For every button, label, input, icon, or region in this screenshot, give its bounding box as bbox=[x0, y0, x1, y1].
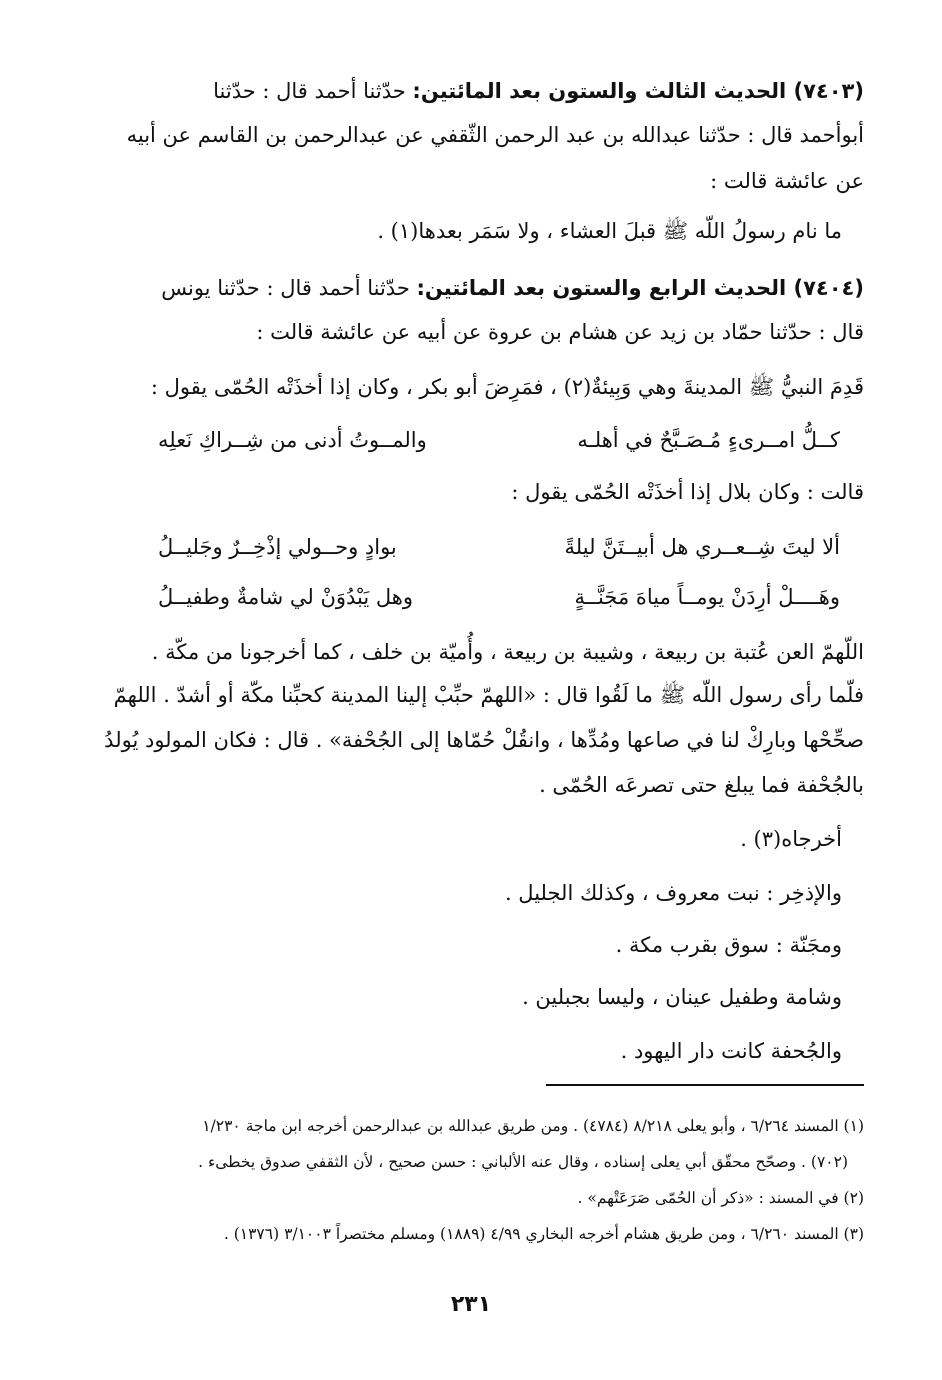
hadith-heading: (٧٤٠٤) الحديث الرابع والستون بعد المائتين: bbox=[416, 276, 864, 300]
verse-hemistich: والمــوتُ أدنى من شِــراكِ نَعلِه bbox=[158, 428, 427, 452]
isnad-line: عن عائشة قالت : bbox=[710, 169, 864, 193]
hadith-7403-line-1 bbox=[94, 76, 864, 106]
verse-hemistich: كــلُّ امــرىءٍ مُـصَـبَّحٌ في أهلـه bbox=[577, 428, 840, 452]
verse-hemistich: ألا ليتَ شِــعــري هل أبيــتَنَّ ليلةً bbox=[564, 535, 840, 559]
matn-line: فلّما رأى رسول اللّه ﷺ ما لَقُوا قال : «اللهمّ حبِّبْ إلينا المدينة كحبِّنا مكّة أو أشدّ . اللهمّ bbox=[113, 683, 864, 707]
verse-hemistich: وهل يَبْدُوَنْ لي شامةٌ وطفيــلُ bbox=[158, 585, 414, 609]
page-number: ٢٣١ bbox=[450, 1292, 492, 1317]
gloss-line: والجُحفة كانت دار اليهود . bbox=[620, 1039, 842, 1063]
footnote-3: (٣) المسند ٦/٢٦٠ ، ومن طريق هشام أخرجه البخاري ٤/٩٩ (١٨٨٩) ومسلم مختصراً ٣/١٠٠٣ (١٣٧٦) . bbox=[223, 1225, 864, 1243]
footnote-separator bbox=[546, 1084, 864, 1086]
gloss-line: ومجَنّة : سوق بقرب مكة . bbox=[615, 933, 842, 957]
verse-hemistich: بوادٍ وحــولي إذْخِــرٌ وجَليــلُ bbox=[158, 535, 397, 559]
footnote-1-line-1: (١) المسند ٦/٢٦٤ ، وأبو يعلى ٨/٢١٨ (٤٧٨٤) . ومن طريق عبدالله بن عبدالرحمن أخرجه ابن ماجة ١/٢٣٠ bbox=[202, 1117, 864, 1135]
hadith-heading: (٧٤٠٣) الحديث الثالث والستون بعد المائتين: bbox=[412, 79, 864, 103]
matn-line: صحِّحْها وبارِكْ لنا في صاعها ومُدِّها ، وانقُلْ حُمّاها إلى الجُحْفة» . قال : فكان المولود يُولدُ bbox=[104, 728, 864, 752]
matn-line: اللّهمّ العن عُتبة بن ربيعة ، وشيبة بن ربيعة ، وأُميّة بن خلف ، كما أخرجونا من مكّة . bbox=[151, 640, 864, 664]
hadith-7404-line-1 bbox=[94, 273, 864, 303]
matn-line: قَدِمَ النبيُّ ﷺ المدينةَ وهي وَبِيئةٌ(٢) ، فمَرِضَ أبو بكر ، وكان إذا أخذَتْه الحُمّى يقول : bbox=[150, 375, 864, 399]
takhrij-line: أخرجاه(٣) . bbox=[740, 827, 842, 851]
isnad-line: أبوأحمد قال : حدّثنا عبدالله بن عبد الرحمن الثّقفي عن عبدالرحمن بن القاسم عن أبيه bbox=[126, 123, 864, 147]
matn-line: ما نام رسولُ اللّه ﷺ قبلَ العشاء ، ولا سَمَر بعدها(١) . bbox=[377, 219, 842, 243]
matn-line: بالجُحْفة فما يبلغ حتى تصرعَه الحُمّى . bbox=[539, 773, 864, 797]
footnote-2: (٢) في المسند : «ذكر أن الحُمّى صَرَعَتْهم» . bbox=[577, 1189, 864, 1207]
isnad-text: حدّثنا أحمد قال : حدّثنا bbox=[213, 79, 406, 103]
footnote-1-line-2: (٧٠٢) . وصحّح محقّق أبي يعلى إسناده ، وقال عنه الألباني : حسن صحيح ، لأن الثقفي صدوق يخطىء . bbox=[198, 1153, 848, 1171]
matn-line: قالت : وكان بلال إذا أخذَتْه الحُمّى يقول : bbox=[511, 480, 864, 504]
gloss-line: والإذخِر : نبت معروف ، وكذلك الجليل . bbox=[504, 881, 842, 905]
verse-hemistich: وهَــــلْ أرِدَنْ يومــاً مياهَ مَجَنَّــةٍ bbox=[574, 585, 840, 609]
gloss-line: وشامة وطفيل عينان ، وليسا بجبلين . bbox=[522, 985, 842, 1009]
isnad-text: حدّثنا أحمد قال : حدّثنا يونس bbox=[161, 276, 410, 300]
isnad-line: قال : حدّثنا حمّاد بن زيد عن هشام بن عروة عن أبيه عن عائشة قالت : bbox=[256, 320, 864, 344]
